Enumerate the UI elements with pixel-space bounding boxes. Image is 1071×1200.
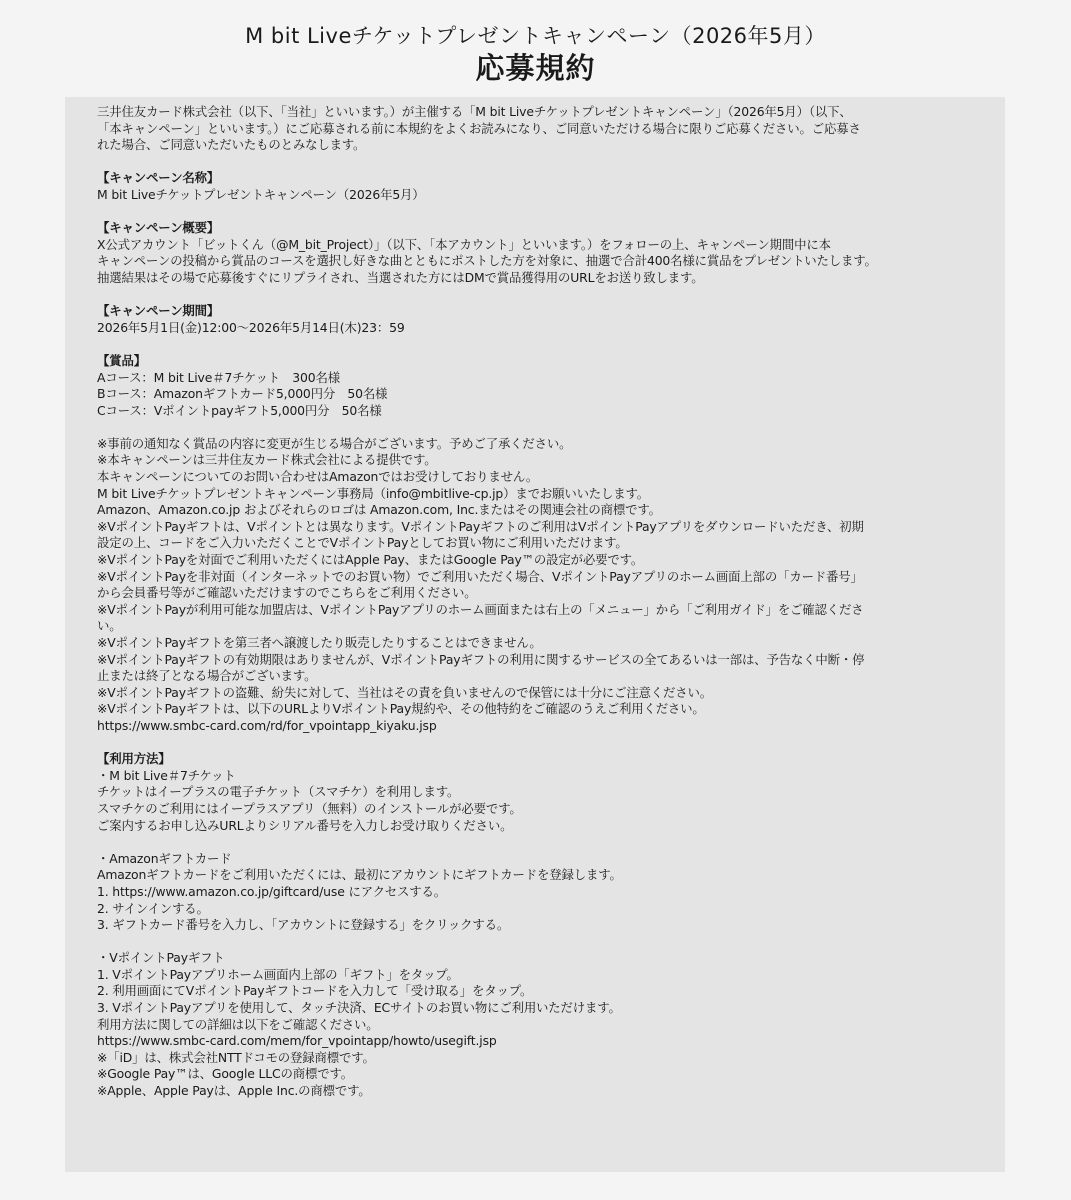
terms-text-line: Bコース：Amazonギフトカード5,000円分 50名様: [97, 386, 388, 402]
terms-text-line: ・Amazonギフトカード: [97, 850, 232, 866]
terms-text-line: ※VポイントPayギフトは、以下のURLよりVポイントPay規約や、その他特約をご確認のうえご利用ください。: [97, 701, 705, 717]
section-heading: 【キャンペーン概要】: [97, 220, 220, 236]
terms-text-line: 1. VポイントPayアプリホーム画面内上部の「ギフト」をタップ。: [97, 966, 459, 982]
terms-text-line: い。: [97, 618, 122, 634]
section-heading: 【利用方法】: [97, 751, 171, 767]
terms-url-line: https://www.smbc-card.com/mem/for_vpointapp/howto/usegift.jsp: [97, 1033, 497, 1049]
terms-text-line: ※事前の通知なく賞品の内容に変更が生じる場合がございます。予めご了承ください。: [97, 435, 572, 451]
terms-text-line: Amazon、Amazon.co.jp およびそれらのロゴは Amazon.com, Inc.またはその関連会社の商標です。: [97, 502, 661, 518]
section-spacer: [97, 154, 977, 171]
section-heading: 【賞品】: [97, 352, 146, 368]
section-spacer: [97, 287, 977, 304]
section-spacer: [97, 204, 977, 221]
terms-text-line: スマチケのご利用にはイープラスアプリ（無料）のインストールが必要です。: [97, 800, 522, 816]
terms-text-line: ・VポイントPayギフト: [97, 950, 225, 966]
terms-text-line: キャンペーンの投稿から賞品のコースを選択し好きな曲とともにポストした方を対象に、抽選で合計400名様に賞品をプレゼントいたします。: [97, 253, 877, 269]
section-spacer: [97, 934, 977, 951]
terms-text-line: 利用方法に関しての詳細は以下をご確認ください。: [97, 1016, 379, 1032]
section-heading: 【キャンペーン期間】: [97, 303, 220, 319]
terms-text-line: ご案内するお申し込みURLよりシリアル番号を入力しお受け取りください。: [97, 817, 513, 833]
terms-text-line: M bit Liveチケットプレゼントキャンペーン事務局（info@mbitlive-cp.jp）までお願いいたします。: [97, 485, 650, 501]
section-spacer: [97, 336, 977, 353]
terms-text-line: ※VポイントPayギフトを第三者へ譲渡したり販売したりすることはできません。: [97, 635, 542, 650]
terms-text-line: ※「iD」は、株式会社NTTドコモの登録商標です。: [97, 1049, 375, 1065]
terms-text-line: ※VポイントPayを非対面（インターネットでのお買い物）でご利用いただく場合、VポイントPayアプリのホーム画面上部の「カード番号」: [97, 568, 863, 584]
terms-text-line: ※VポイントPayギフトの盗難、紛失に対して、当社はその責を負いませんので保管には十分にご注意ください。: [97, 684, 713, 700]
terms-text-line: 設定の上、コードをご入力いただくことでVポイントPayとしてお買い物にご利用いただけます。: [97, 535, 628, 551]
terms-text-line: 2. サインインする。: [97, 900, 209, 916]
terms-text-line: 抽選結果はその場で応募後すぐにリプライされ、当選された方にはDMで賞品獲得用のURLをお送り致します。: [97, 269, 704, 285]
terms-text-line: 「本キャンペーン」といいます。）にご応募される前に本規約をよくお読みになり、ご同意いただける場合に限りご応募ください。ご応募さ: [97, 120, 861, 136]
terms-text-line: Aコース：M bit Live＃7チケット 300名様: [97, 369, 340, 385]
terms-text-line: から会員番号等がご確認いただけますのでこちらをご利用ください。: [97, 585, 477, 601]
document-title: 応募規約: [475, 51, 596, 85]
terms-text-line: ※本キャンペーンは三井住友カード株式会社による提供です。: [97, 452, 437, 468]
terms-text-line: 2. 利用画面にてVポイントPayギフトコードを入力して「受け取る」をタップ。: [97, 983, 533, 999]
terms-text-line: 3. ギフトカード番号を入力し、「アカウントに登録する」をクリックする。: [97, 917, 510, 933]
page-header: [0, 22, 1071, 86]
terms-text-line: ※VポイントPayギフトの有効期限はありませんが、VポイントPayギフトの利用に関するサービスの全てあるいは一部は、予告なく中断・停: [97, 651, 865, 667]
terms-text-line: ※VポイントPayが利用可能な加盟店は、VポイントPayアプリのホーム画面または右上の「メニュー」から「ご利用ガイド」をご確認くださ: [97, 601, 864, 617]
terms-text-line: 本キャンペーンについてのお問い合わせはAmazonではお受けしておりません。: [97, 469, 539, 485]
terms-text-line: ・M bit Live＃7チケット: [97, 767, 236, 783]
terms-text-line: ※Google Pay™は、Google LLCの商標です。: [97, 1066, 353, 1082]
campaign-title: M bit Liveチケットプレゼントキャンペーン（2026年5月）: [245, 24, 826, 48]
terms-text-line: X公式アカウント「ビットくん（@M_bit_Project）」（以下、「本アカウント」といいます。）をフォローの上、キャンペーン期間中に本: [97, 236, 831, 252]
terms-text-line: ※VポイントPayギフトは、Vポイントとは異なります。VポイントPayギフトのご利用はVポイントPayアプリをダウンロードいただき、初期: [97, 518, 864, 534]
terms-text-line: Amazonギフトカードをご利用いただくには、最初にアカウントにギフトカードを登録します。: [97, 867, 622, 883]
terms-text-line: れた場合、ご同意いただいたものとみなします。: [97, 137, 366, 153]
terms-text-line: チケットはイープラスの電子チケット（スマチケ）を利用します。: [97, 784, 460, 800]
section-heading: 【キャンペーン名称】: [97, 170, 220, 186]
terms-text-line: 止または終了となる場合がございます。: [97, 668, 317, 684]
terms-panel: [65, 97, 1005, 1172]
section-spacer: [97, 834, 977, 851]
section-spacer: [97, 735, 977, 752]
terms-text-line: M bit Liveチケットプレゼントキャンペーン（2026年5月）: [97, 186, 425, 202]
terms-text-line: 1. https://www.amazon.co.jp/giftcard/use にアクセスする。: [97, 883, 447, 899]
terms-content: [97, 104, 977, 1100]
terms-text-line: ※Apple、Apple Payは、Apple Inc.の商標です。: [97, 1083, 371, 1099]
terms-text-line: 3. VポイントPayアプリを使用して、タッチ決済、ECサイトのお買い物にご利用いただけます。: [97, 1000, 621, 1016]
terms-url-line: https://www.smbc-card.com/rd/for_vpointapp_kiyaku.jsp: [97, 717, 437, 733]
terms-text-line: ※VポイントPayを対面でご利用いただくにはApple Pay、またはGoogle Pay™の設定が必要です。: [97, 552, 644, 568]
section-spacer: [97, 419, 977, 436]
terms-text-line: 三井住友カード株式会社（以下、「当社」といいます。）が主催する「M bit Liveチケットプレゼントキャンペーン」（2026年5月）（以下、: [97, 104, 852, 119]
terms-text-line: 2026年5月1日(金)12:00～2026年5月14日(木)23：59: [97, 319, 405, 335]
terms-text-line: Cコース：Vポイントpayギフト5,000円分 50名様: [97, 402, 382, 418]
